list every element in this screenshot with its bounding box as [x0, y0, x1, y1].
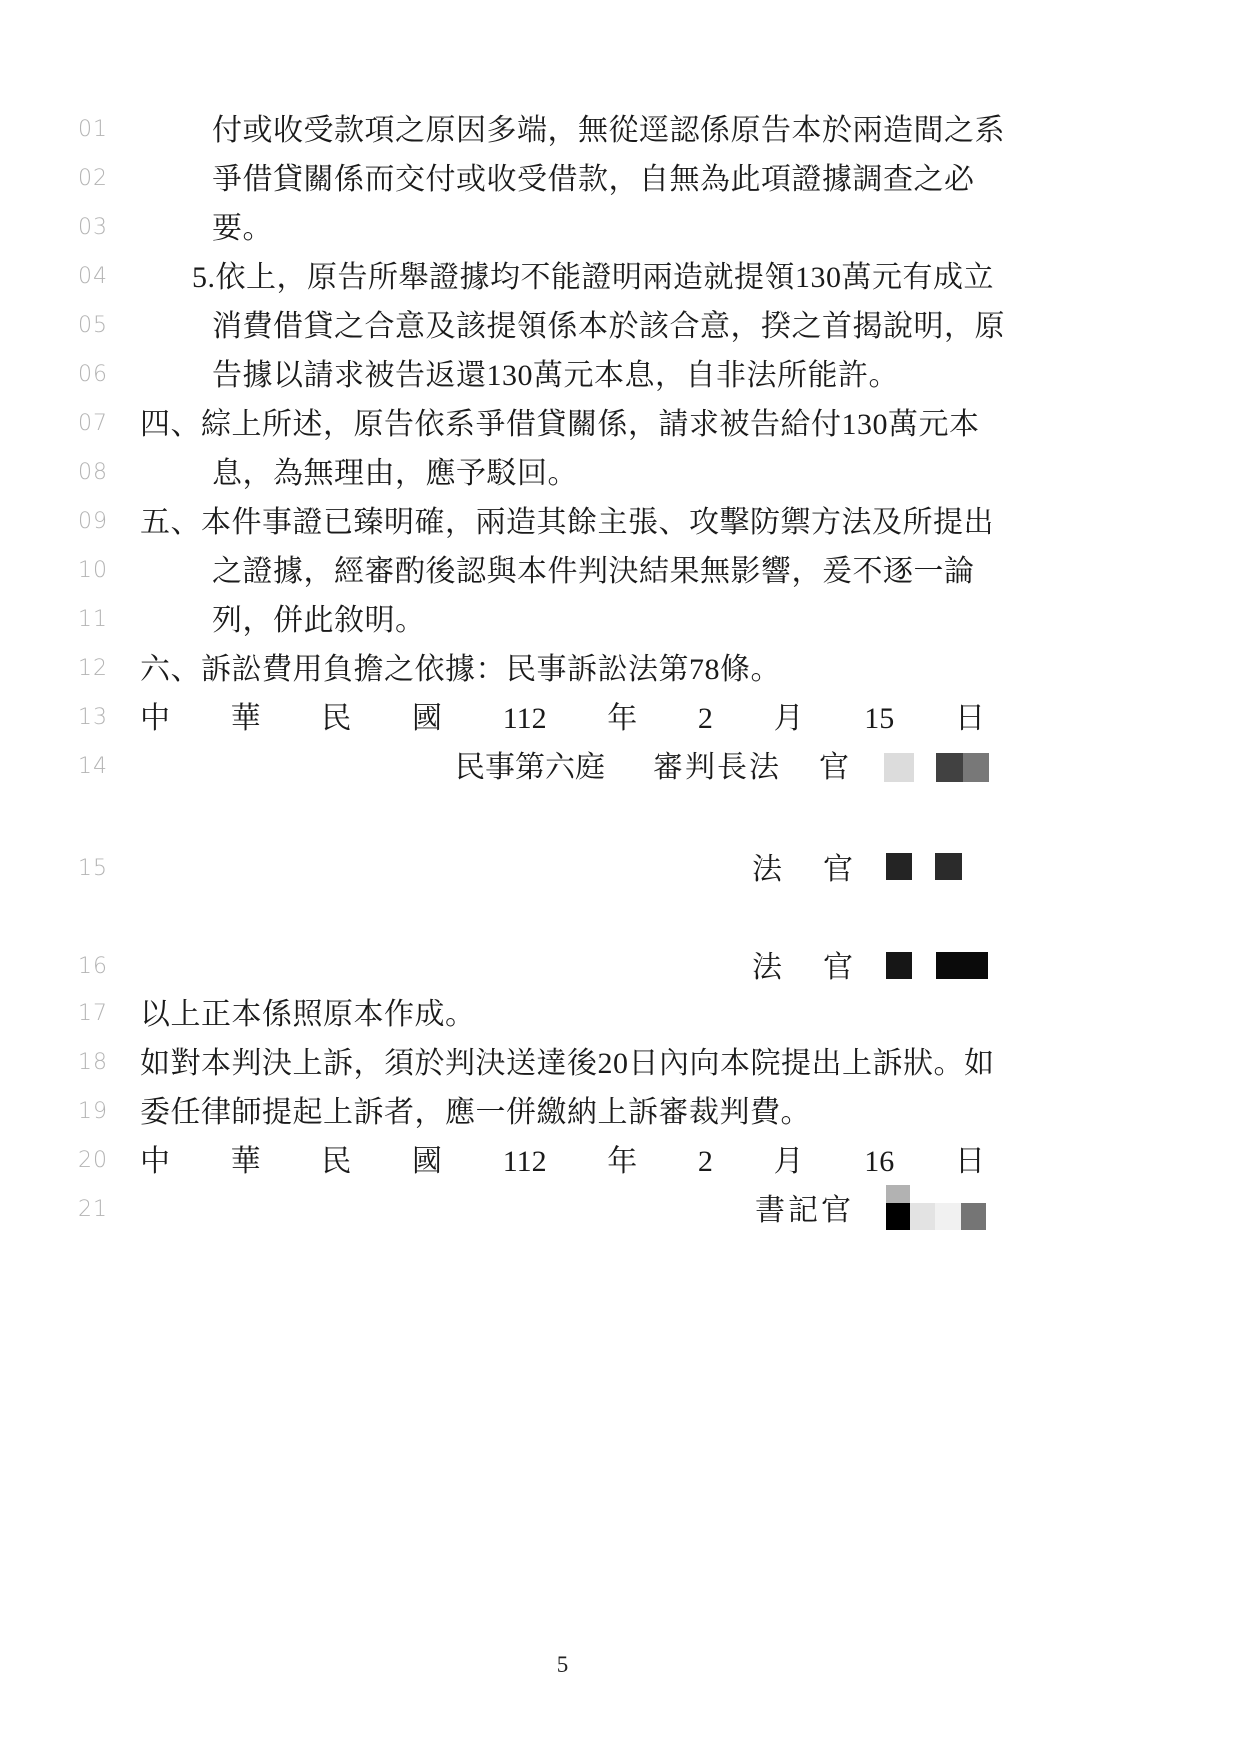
judge-title-label: 法 — [752, 951, 782, 984]
redacted-name-block — [961, 1203, 986, 1230]
line-number: 05 — [78, 313, 108, 338]
redacted-name-block — [963, 753, 989, 782]
date-part: 國 — [412, 1145, 443, 1178]
text-line: 列，併此敘明。 — [212, 604, 426, 637]
text-line: 5.依上，原告所舉證據均不能證明兩造就提領130萬元有成立 — [192, 261, 994, 294]
line-number: 11 — [78, 607, 108, 632]
date-part: 月 — [773, 702, 804, 735]
date-part: 華 — [230, 1145, 261, 1178]
line-number: 06 — [78, 362, 108, 387]
line-number: 08 — [78, 460, 108, 485]
line-number: 02 — [78, 166, 108, 191]
date-part: 國 — [412, 702, 443, 735]
redacted-name-block — [910, 1203, 935, 1230]
line-number: 01 — [78, 117, 108, 142]
text-line: 六、訴訟費用負擔之依據：民事訴訟法第78條。 — [140, 653, 781, 686]
signature-line-judge — [0, 949, 1240, 989]
line-number: 16 — [78, 954, 108, 979]
text-line: 五、本件事證已臻明確，兩造其餘主張、攻擊防禦方法及所提出 — [140, 506, 994, 539]
date-part: 年 — [607, 702, 638, 735]
line-number: 09 — [78, 509, 108, 534]
line-number: 12 — [78, 656, 108, 681]
date-part: 112 — [502, 1145, 547, 1178]
signature-line-judge — [0, 851, 1240, 891]
redacted-name-block — [935, 1203, 961, 1230]
date-part: 2 — [697, 1145, 713, 1178]
date-line — [140, 700, 985, 738]
date-line — [140, 1143, 985, 1181]
date-part: 月 — [773, 1145, 804, 1178]
clerk-title-label: 書記官 — [755, 1194, 854, 1227]
signature-line-clerk — [0, 1192, 1240, 1232]
line-number: 19 — [78, 1099, 108, 1124]
redacted-name-block — [886, 853, 912, 880]
date-part: 16 — [864, 1145, 895, 1178]
judge-title-label: 審判長法 — [653, 751, 781, 784]
date-part: 中 — [140, 1145, 170, 1178]
text-line: 告據以請求被告返還130萬元本息，自非法所能許。 — [212, 359, 899, 392]
date-part: 日 — [954, 1145, 985, 1178]
redacted-name-block — [886, 952, 912, 979]
line-number: 04 — [78, 264, 108, 289]
redacted-name-block — [936, 753, 963, 782]
text-line: 消費借貸之合意及該提領係本於該合意，揆之首揭說明，原 — [212, 310, 1005, 343]
redacted-name-block — [936, 952, 988, 979]
line-number: 07 — [78, 411, 108, 436]
line-number: 10 — [78, 558, 108, 583]
text-line: 息，為無理由，應予駁回。 — [212, 457, 578, 490]
text-line: 委任律師提起上訴者，應一併繳納上訴審裁判費。 — [140, 1096, 811, 1129]
line-number: 17 — [78, 1001, 108, 1026]
date-part: 民 — [321, 702, 352, 735]
line-number: 14 — [78, 754, 108, 779]
text-line: 之證據，經審酌後認與本件判決結果無影響，爰不逐一論 — [212, 555, 975, 588]
text-line: 四、綜上所述，原告依系爭借貸關係，請求被告給付130萬元本 — [140, 408, 980, 441]
line-number: 15 — [78, 856, 108, 881]
date-part: 中 — [140, 702, 170, 735]
page-number: 5 — [556, 1652, 569, 1677]
redacted-name-block — [886, 1185, 910, 1203]
line-number: 18 — [78, 1050, 108, 1075]
line-number: 03 — [78, 215, 108, 240]
text-line: 爭借貸關係而交付或收受借款，自無為此項證據調查之必 — [212, 163, 975, 196]
date-part: 112 — [502, 702, 547, 735]
text-line: 如對本判決上訴，須於判決送達後20日內向本院提出上訴狀。如 — [140, 1047, 995, 1080]
judge-rank-label: 官 — [819, 751, 849, 784]
date-part: 年 — [607, 1145, 638, 1178]
date-part: 華 — [230, 702, 261, 735]
line-number: 13 — [78, 705, 108, 730]
date-part: 民 — [321, 1145, 352, 1178]
date-part: 15 — [864, 702, 895, 735]
judge-rank-label: 官 — [823, 853, 853, 886]
court-division-label: 民事第六庭 — [455, 751, 605, 784]
redacted-name-block — [884, 753, 914, 782]
text-line: 付或收受款項之原因多端，無從逕認係原告本於兩造間之系 — [212, 114, 1005, 147]
text-line: 要。 — [212, 212, 273, 245]
line-number: 20 — [78, 1148, 108, 1173]
judge-rank-label: 官 — [823, 951, 853, 984]
date-part: 日 — [954, 702, 985, 735]
text-line: 以上正本係照原本作成。 — [140, 998, 476, 1031]
line-number: 21 — [78, 1197, 108, 1222]
redacted-name-block — [935, 853, 962, 880]
redacted-name-block — [886, 1203, 910, 1230]
judge-title-label: 法 — [752, 853, 782, 886]
signature-line-presiding-judge — [0, 749, 1240, 789]
date-part: 2 — [697, 702, 713, 735]
